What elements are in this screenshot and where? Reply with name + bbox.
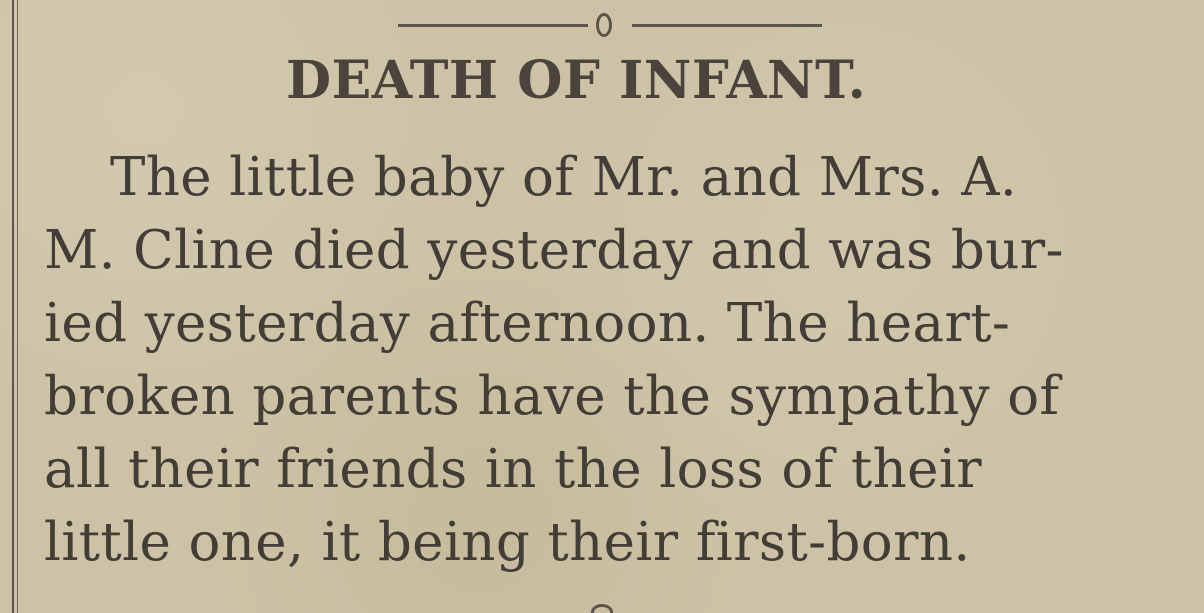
article-line-5: all their friends in the loss of their <box>44 439 982 500</box>
top-divider-left-line <box>398 24 588 27</box>
article-headline: DEATH OF INFANT. <box>286 50 867 111</box>
article-line-4: broken parents have the sympathy of <box>44 366 1060 427</box>
article-line-3: ied yesterday afternoon. The heart- <box>44 293 1011 354</box>
top-divider-circle <box>596 13 612 37</box>
bottom-divider-ornament <box>591 604 613 613</box>
top-divider-ornament <box>398 9 822 39</box>
column-border <box>12 0 18 613</box>
article-body <box>44 141 1180 579</box>
article-line-1: The little baby of Mr. and Mrs. A. <box>110 147 1018 208</box>
top-divider-right-line <box>632 24 822 27</box>
article-line-6: little one, it being their first-born. <box>44 512 971 573</box>
article-line-2: M. Cline died yesterday and was bur- <box>44 220 1064 281</box>
